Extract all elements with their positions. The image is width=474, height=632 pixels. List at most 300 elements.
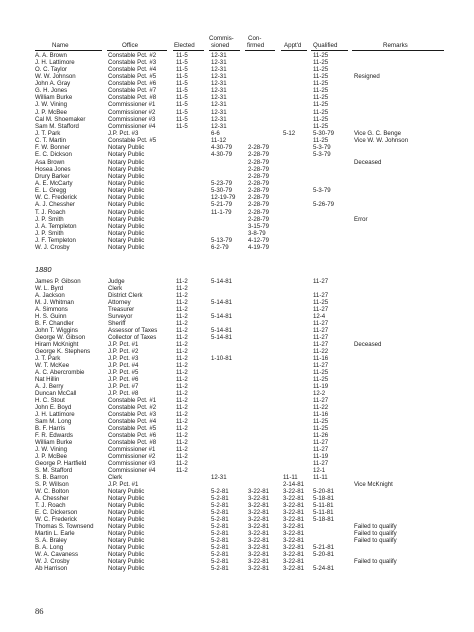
cell-qualified: 12-2 bbox=[313, 389, 326, 397]
cell-elected: 11-2 bbox=[176, 277, 188, 285]
cell-office: Constable Pct. #2 bbox=[108, 403, 157, 411]
table-row bbox=[0, 481, 474, 488]
table-row bbox=[0, 418, 474, 425]
cell-confirmed: 2-28-79 bbox=[248, 151, 270, 159]
cell-name: W. J. Crosby bbox=[35, 558, 70, 566]
table-row bbox=[0, 194, 474, 201]
table-row bbox=[0, 334, 474, 341]
table-row bbox=[0, 116, 474, 123]
cell-qualified: 11-27 bbox=[313, 333, 329, 341]
cell-qualified: 11-27 bbox=[313, 340, 329, 348]
cell-elected: 11-2 bbox=[176, 467, 188, 475]
table-row bbox=[0, 299, 474, 306]
cell-office: Notary Public bbox=[108, 495, 145, 503]
cell-office: Constable Pct. #2 bbox=[108, 51, 157, 59]
cell-appointed: 3-22-81 bbox=[283, 565, 305, 573]
cell-commissioned: 5-30-79 bbox=[211, 187, 233, 195]
cell-qualified: 5-20-81 bbox=[313, 551, 335, 559]
cell-elected: 11-2 bbox=[176, 347, 188, 355]
cell-commissioned: 12-19-79 bbox=[211, 194, 236, 202]
cell-elected: 11-2 bbox=[176, 333, 188, 341]
table-row bbox=[0, 313, 474, 320]
cell-qualified: 5-3-79 bbox=[313, 187, 331, 195]
cell-office: Notary Public bbox=[108, 565, 145, 573]
cell-office: Commissioner #1 bbox=[108, 445, 156, 453]
table-row bbox=[0, 446, 474, 453]
cell-office: J.P. Pct. #3 bbox=[108, 354, 139, 362]
cell-elected: 11-2 bbox=[176, 354, 188, 362]
cell-name: A. E. McCarty bbox=[35, 180, 73, 188]
cell-commissioned: 5-14-81 bbox=[211, 298, 233, 306]
cell-name: A. A. Brown bbox=[35, 51, 67, 59]
cell-confirmed: 2-28-79 bbox=[248, 208, 270, 216]
cell-office: Notary Public bbox=[108, 237, 145, 245]
table-row bbox=[0, 425, 474, 432]
cell-name: M. J. Whitman bbox=[35, 298, 74, 306]
table-row bbox=[0, 348, 474, 355]
cell-elected: 11-5 bbox=[176, 51, 188, 59]
cell-office: Commissioner #2 bbox=[108, 108, 156, 116]
cell-qualified: 11-25 bbox=[313, 87, 329, 95]
cell-commissioned: 5-2-81 bbox=[211, 558, 229, 566]
cell-elected: 11-5 bbox=[176, 87, 188, 95]
cell-qualified: 5-3-79 bbox=[313, 151, 331, 159]
cell-qualified: 11-22 bbox=[313, 347, 329, 355]
cell-elected: 11-2 bbox=[176, 438, 188, 446]
cell-qualified: 5-11-81 bbox=[313, 502, 334, 510]
cell-qualified: 11-25 bbox=[313, 368, 329, 376]
cell-confirmed: 3-22-81 bbox=[248, 502, 270, 510]
cell-commissioned: 5-2-81 bbox=[211, 537, 229, 545]
cell-elected: 11-5 bbox=[176, 101, 188, 109]
cell-office: Constable Pct. #6 bbox=[108, 80, 157, 88]
cell-office: Constable Pct. #7 bbox=[108, 87, 157, 95]
header-rule-elected bbox=[173, 50, 204, 51]
cell-commissioned: 5-14-81 bbox=[211, 326, 233, 334]
cell-name: J. P. McBee bbox=[35, 453, 68, 460]
cell-qualified: 5-18-81 bbox=[313, 516, 335, 524]
cell-name: Drury Barker bbox=[35, 172, 70, 180]
cell-elected: 11-2 bbox=[176, 312, 188, 320]
cell-remarks: Deceased bbox=[354, 158, 382, 166]
cell-name: W. L. Byrd bbox=[35, 284, 64, 292]
cell-confirmed: 2-28-79 bbox=[248, 215, 270, 223]
cell-office: Clerk bbox=[108, 284, 123, 292]
cell-remarks: Vice G. C. Benge bbox=[354, 130, 401, 138]
cell-name: Nat Hillin bbox=[35, 375, 60, 383]
cell-office: Sheriff bbox=[108, 319, 126, 327]
cell-confirmed: 3-22-81 bbox=[248, 544, 270, 552]
cell-commissioned: 12-31 bbox=[211, 87, 227, 95]
cell-office: Commissioner #3 bbox=[108, 460, 156, 468]
cell-office: Constable Pct. #3 bbox=[108, 58, 157, 66]
cell-name: S. A. Braley bbox=[35, 537, 67, 545]
table-row bbox=[0, 474, 474, 481]
cell-remarks: Resigned bbox=[354, 72, 380, 80]
table-row bbox=[0, 537, 474, 544]
cell-office: Constable Pct. #5 bbox=[108, 137, 157, 145]
cell-confirmed: 3-22-81 bbox=[248, 537, 270, 545]
cell-confirmed: 3-22-81 bbox=[248, 516, 270, 524]
cell-confirmed: 2-28-79 bbox=[248, 158, 270, 166]
header-remarks: Remarks bbox=[383, 42, 408, 49]
cell-qualified: 11-25 bbox=[313, 424, 329, 432]
cell-name: B. F. Harris bbox=[35, 424, 66, 432]
cell-office: Constable Pct. #6 bbox=[108, 431, 157, 439]
cell-name: John E. Boyd bbox=[35, 403, 72, 411]
cell-elected: 11-5 bbox=[176, 122, 188, 130]
cell-qualified: 11-25 bbox=[313, 115, 329, 123]
cell-name: E. C. Dickerson bbox=[35, 509, 78, 517]
cell-name: S. M. Stafford bbox=[35, 467, 73, 475]
table-row bbox=[0, 59, 474, 66]
cell-name: W. W. Johnson bbox=[35, 72, 76, 80]
table-row bbox=[0, 390, 474, 397]
cell-elected: 11-2 bbox=[176, 410, 188, 418]
cell-name: G. H. Jones bbox=[35, 87, 68, 95]
cell-office: Clerk bbox=[108, 474, 123, 482]
cell-commissioned: 4-30-79 bbox=[211, 151, 233, 159]
header-rule-office bbox=[107, 50, 167, 51]
cell-qualified: 11-25 bbox=[313, 122, 329, 130]
cell-elected: 11-2 bbox=[176, 319, 188, 327]
cell-commissioned: 5-2-81 bbox=[211, 530, 229, 538]
cell-qualified: 5-11-81 bbox=[313, 509, 334, 517]
cell-qualified: 12-4 bbox=[313, 312, 326, 320]
table-row bbox=[0, 52, 474, 59]
cell-confirmed: 2-28-79 bbox=[248, 180, 270, 188]
cell-confirmed: 2-28-79 bbox=[248, 201, 270, 209]
cell-qualified: 11-27 bbox=[313, 277, 329, 285]
header-office: Office bbox=[122, 42, 139, 49]
cell-office: J.P. Pct. #3 bbox=[108, 130, 139, 138]
cell-commissioned: 12-31 bbox=[211, 94, 227, 102]
cell-name: George K. Stephens bbox=[35, 347, 91, 355]
cell-office: Commissioner #2 bbox=[108, 453, 156, 460]
cell-name: Cal M. Shoemaker bbox=[35, 115, 86, 123]
table-row bbox=[0, 66, 474, 73]
cell-remarks: Error bbox=[354, 215, 368, 223]
cell-confirmed: 3-22-81 bbox=[248, 551, 270, 559]
cell-office: Notary Public bbox=[108, 537, 145, 545]
table-row bbox=[0, 216, 474, 223]
table-row bbox=[0, 495, 474, 502]
cell-commissioned: 5-14-81 bbox=[211, 277, 233, 285]
cell-elected: 11-2 bbox=[176, 417, 188, 425]
header-rule-qualified bbox=[311, 50, 348, 51]
cell-qualified: 11-25 bbox=[313, 58, 329, 66]
cell-commissioned: 12-31 bbox=[211, 122, 227, 130]
cell-qualified: 11-25 bbox=[313, 65, 329, 73]
cell-name: Duncan McCall bbox=[35, 389, 77, 397]
cell-confirmed: 3-22-81 bbox=[248, 523, 270, 531]
table-row bbox=[0, 460, 474, 467]
cell-confirmed: 3-22-81 bbox=[248, 565, 270, 573]
cell-qualified: 11-25 bbox=[313, 108, 329, 116]
table-row bbox=[0, 320, 474, 327]
cell-qualified: 11-25 bbox=[313, 101, 329, 109]
cell-name: A. Simmons bbox=[35, 305, 68, 313]
cell-office: J.P. Pct. #1 bbox=[108, 481, 139, 489]
cell-qualified: 5-24-81 bbox=[313, 565, 335, 573]
cell-name: B. F. Chandler bbox=[35, 319, 74, 327]
table-row bbox=[0, 362, 474, 369]
cell-name: J. H. Lattimore bbox=[35, 58, 75, 66]
table-row bbox=[0, 123, 474, 130]
cell-name: O. C. Taylor bbox=[35, 65, 68, 73]
cell-name: Hiram McKnight bbox=[35, 340, 79, 348]
header-rule-confirmed bbox=[245, 50, 275, 51]
cell-qualified: 11-27 bbox=[313, 460, 329, 468]
cell-qualified: 11-27 bbox=[313, 305, 329, 313]
cell-name: F. W. Bonner bbox=[35, 144, 70, 152]
cell-qualified: 11-27 bbox=[313, 326, 329, 334]
cell-qualified: 11-25 bbox=[313, 51, 329, 59]
cell-office: Notary Public bbox=[108, 230, 145, 237]
header-rule-appointed bbox=[281, 50, 307, 51]
table-row bbox=[0, 244, 474, 251]
table-row bbox=[0, 355, 474, 362]
cell-office: J.P. Pct. #2 bbox=[108, 347, 139, 355]
table-row bbox=[0, 144, 474, 151]
cell-confirmed: 2-28-79 bbox=[248, 144, 270, 152]
cell-confirmed: 3-15-79 bbox=[248, 222, 270, 230]
table-row bbox=[0, 502, 474, 509]
cell-elected: 11-2 bbox=[176, 424, 188, 432]
table-row bbox=[0, 523, 474, 530]
cell-qualified: 11-26 bbox=[313, 431, 329, 439]
cell-commissioned: 12-31 bbox=[211, 115, 227, 123]
cell-name: A. Chessher bbox=[35, 495, 69, 503]
cell-office: District Clerk bbox=[108, 291, 143, 299]
cell-elected: 11-2 bbox=[176, 453, 188, 460]
cell-name: S. P. Willson bbox=[35, 481, 69, 489]
cell-name: A. Jackson bbox=[35, 291, 65, 299]
table-row bbox=[0, 166, 474, 173]
cell-elected: 11-2 bbox=[176, 284, 188, 292]
cell-name: Hosea Jones bbox=[35, 165, 71, 173]
cell-office: Notary Public bbox=[108, 158, 145, 166]
header-elected: Elected bbox=[174, 42, 195, 49]
cell-qualified: 11-25 bbox=[313, 298, 329, 306]
cell-remarks: Failed to qualify bbox=[354, 530, 397, 538]
cell-name: J. W. Vining bbox=[35, 101, 68, 109]
table-row bbox=[0, 530, 474, 537]
cell-appointed: 3-22-81 bbox=[283, 502, 305, 510]
cell-office: Commissioner #3 bbox=[108, 115, 156, 123]
table-row bbox=[0, 453, 474, 460]
cell-elected: 11-2 bbox=[176, 460, 188, 468]
cell-qualified: 11-22 bbox=[313, 403, 329, 411]
table-row bbox=[0, 187, 474, 194]
table-row bbox=[0, 101, 474, 108]
cell-name: S. B. Barron bbox=[35, 474, 69, 482]
cell-commissioned: 5-2-81 bbox=[211, 551, 229, 559]
table-row bbox=[0, 488, 474, 495]
cell-name: J. T. Park bbox=[35, 130, 61, 138]
cell-remarks: Vice McKnight bbox=[354, 481, 393, 489]
cell-qualified: 5-20-81 bbox=[313, 488, 335, 496]
cell-commissioned: 5-21-79 bbox=[211, 201, 233, 209]
table-row bbox=[0, 565, 474, 572]
cell-name: J. T. Park bbox=[35, 354, 61, 362]
table-row bbox=[0, 237, 474, 244]
cell-elected: 11-5 bbox=[176, 72, 188, 80]
header-commissioned-line2: sioned bbox=[211, 42, 230, 49]
cell-commissioned: 6-6 bbox=[211, 130, 220, 138]
cell-remarks: Vice W. W. Johnson bbox=[354, 137, 409, 145]
cell-elected: 11-2 bbox=[176, 445, 188, 453]
cell-confirmed: 3-8-79 bbox=[248, 230, 266, 237]
cell-qualified: 5-18-81 bbox=[313, 495, 335, 503]
cell-appointed: 3-22-81 bbox=[283, 495, 305, 503]
cell-name: C. T. Martin bbox=[35, 137, 67, 145]
cell-commissioned: 5-2-81 bbox=[211, 509, 229, 517]
cell-qualified: 11-19 bbox=[313, 382, 329, 390]
cell-commissioned: 5-14-81 bbox=[211, 333, 233, 341]
cell-office: Notary Public bbox=[108, 201, 145, 209]
cell-elected: 11-5 bbox=[176, 65, 188, 73]
cell-name: J. P. Smith bbox=[35, 215, 64, 223]
table-row bbox=[0, 292, 474, 299]
header-rule-remarks bbox=[352, 50, 444, 51]
cell-qualified: 11-25 bbox=[313, 137, 329, 145]
table-row bbox=[0, 209, 474, 216]
cell-commissioned: 5-2-81 bbox=[211, 565, 229, 573]
cell-name: Thomas S. Townsend bbox=[35, 523, 94, 531]
cell-commissioned: 12-31 bbox=[211, 474, 227, 482]
table-row bbox=[0, 432, 474, 439]
cell-appointed: 3-22-81 bbox=[283, 551, 305, 559]
cell-commissioned: 4-30-79 bbox=[211, 144, 233, 152]
cell-name: E. L. Gregg bbox=[35, 187, 67, 195]
cell-office: Notary Public bbox=[108, 244, 145, 252]
cell-qualified: 11-25 bbox=[313, 375, 329, 383]
cell-elected: 11-2 bbox=[176, 340, 188, 348]
cell-office: Notary Public bbox=[108, 194, 145, 202]
table-row bbox=[0, 285, 474, 292]
cell-name: T. J. Roach bbox=[35, 208, 66, 216]
cell-name: A. C. Abercrombie bbox=[35, 368, 85, 376]
cell-office: Notary Public bbox=[108, 551, 145, 559]
cell-office: Notary Public bbox=[108, 558, 145, 566]
cell-name: John T. Wiggins bbox=[35, 326, 78, 334]
cell-commissioned: 5-13-79 bbox=[211, 237, 233, 245]
cell-office: Notary Public bbox=[108, 222, 145, 230]
header-name: Name bbox=[52, 42, 69, 49]
cell-qualified: 11-27 bbox=[313, 361, 329, 369]
cell-qualified: 5-21-81 bbox=[313, 544, 335, 552]
table-row bbox=[0, 137, 474, 144]
cell-confirmed: 4-12-79 bbox=[248, 237, 270, 245]
table-row bbox=[0, 544, 474, 551]
table-row bbox=[0, 404, 474, 411]
table-row bbox=[0, 223, 474, 230]
table-row bbox=[0, 73, 474, 80]
cell-name: W. C. Frederick bbox=[35, 194, 77, 202]
cell-name: J. W. Vining bbox=[35, 445, 68, 453]
cell-office: Notary Public bbox=[108, 523, 145, 531]
cell-name: B. A. Long bbox=[35, 544, 64, 552]
cell-commissioned: 12-31 bbox=[211, 108, 227, 116]
cell-office: Commissioner #1 bbox=[108, 101, 156, 109]
cell-office: J.P. Pct. #8 bbox=[108, 389, 139, 397]
cell-confirmed: 3-22-81 bbox=[248, 495, 270, 503]
cell-name: J. P. McBee bbox=[35, 108, 68, 116]
cell-name: William Burke bbox=[35, 438, 73, 446]
cell-office: Notary Public bbox=[108, 215, 145, 223]
cell-elected: 11-5 bbox=[176, 115, 188, 123]
cell-office: Notary Public bbox=[108, 530, 145, 538]
table-row bbox=[0, 180, 474, 187]
cell-name: William Burke bbox=[35, 94, 73, 102]
cell-name: E. C. Dickson bbox=[35, 151, 72, 159]
cell-confirmed: 3-22-81 bbox=[248, 488, 270, 496]
header-appointed: Appt'd bbox=[284, 42, 302, 49]
cell-office: Surveyor bbox=[108, 312, 133, 320]
cell-office: Constable Pct. #5 bbox=[108, 424, 157, 432]
table-row bbox=[0, 159, 474, 166]
table-row bbox=[0, 369, 474, 376]
cell-office: Constable Pct. #3 bbox=[108, 410, 157, 418]
cell-qualified: 11-16 bbox=[313, 410, 329, 418]
cell-name: J. H. Lattimore bbox=[35, 410, 75, 418]
cell-name: J. P. Smith bbox=[35, 230, 64, 237]
table-row bbox=[0, 94, 474, 101]
cell-commissioned: 12-31 bbox=[211, 101, 227, 109]
cell-name: Sam M. Stafford bbox=[35, 122, 79, 130]
cell-elected: 11-2 bbox=[176, 431, 188, 439]
cell-qualified: 5-30-79 bbox=[313, 130, 335, 138]
cell-office: J.P. Pct. #6 bbox=[108, 375, 139, 383]
cell-remarks: Failed to qualify bbox=[354, 523, 397, 531]
cell-office: Notary Public bbox=[108, 509, 145, 517]
cell-office: Notary Public bbox=[108, 180, 145, 188]
cell-commissioned: 5-2-81 bbox=[211, 523, 229, 531]
cell-name: Asa Brown bbox=[35, 158, 65, 166]
table-row bbox=[0, 109, 474, 116]
cell-elected: 11-2 bbox=[176, 389, 188, 397]
cell-confirmed: 2-28-79 bbox=[248, 187, 270, 195]
cell-elected: 11-2 bbox=[176, 361, 188, 369]
cell-qualified: 5-26-79 bbox=[313, 201, 335, 209]
cell-qualified: 11-25 bbox=[313, 94, 329, 102]
cell-name: Sam M. Long bbox=[35, 417, 72, 425]
cell-office: Notary Public bbox=[108, 502, 145, 510]
cell-office: Treasurer bbox=[108, 305, 135, 313]
cell-commissioned: 11-1-79 bbox=[211, 208, 232, 216]
cell-office: Constable Pct. #4 bbox=[108, 65, 157, 73]
cell-qualified: 5-3-79 bbox=[313, 144, 331, 152]
cell-name: W. T. McKee bbox=[35, 361, 70, 369]
cell-confirmed: 2-28-79 bbox=[248, 194, 270, 202]
cell-office: Notary Public bbox=[108, 172, 145, 180]
cell-qualified: 11-25 bbox=[313, 417, 329, 425]
table-row bbox=[0, 509, 474, 516]
table-row bbox=[0, 201, 474, 208]
cell-commissioned: 5-2-81 bbox=[211, 502, 229, 510]
cell-elected: 11-2 bbox=[176, 298, 188, 306]
cell-office: Assessor of Taxes bbox=[108, 326, 158, 334]
cell-elected: 11-2 bbox=[176, 305, 188, 313]
cell-appointed: 3-22-81 bbox=[283, 516, 305, 524]
cell-elected: 11-5 bbox=[176, 108, 188, 116]
cell-office: Notary Public bbox=[108, 208, 145, 216]
cell-name: J. F. Templeton bbox=[35, 237, 76, 245]
cell-remarks: Deceased bbox=[354, 340, 382, 348]
cell-name: T. J. Roach bbox=[35, 502, 66, 510]
cell-appointed: 2-14-81 bbox=[283, 481, 305, 489]
